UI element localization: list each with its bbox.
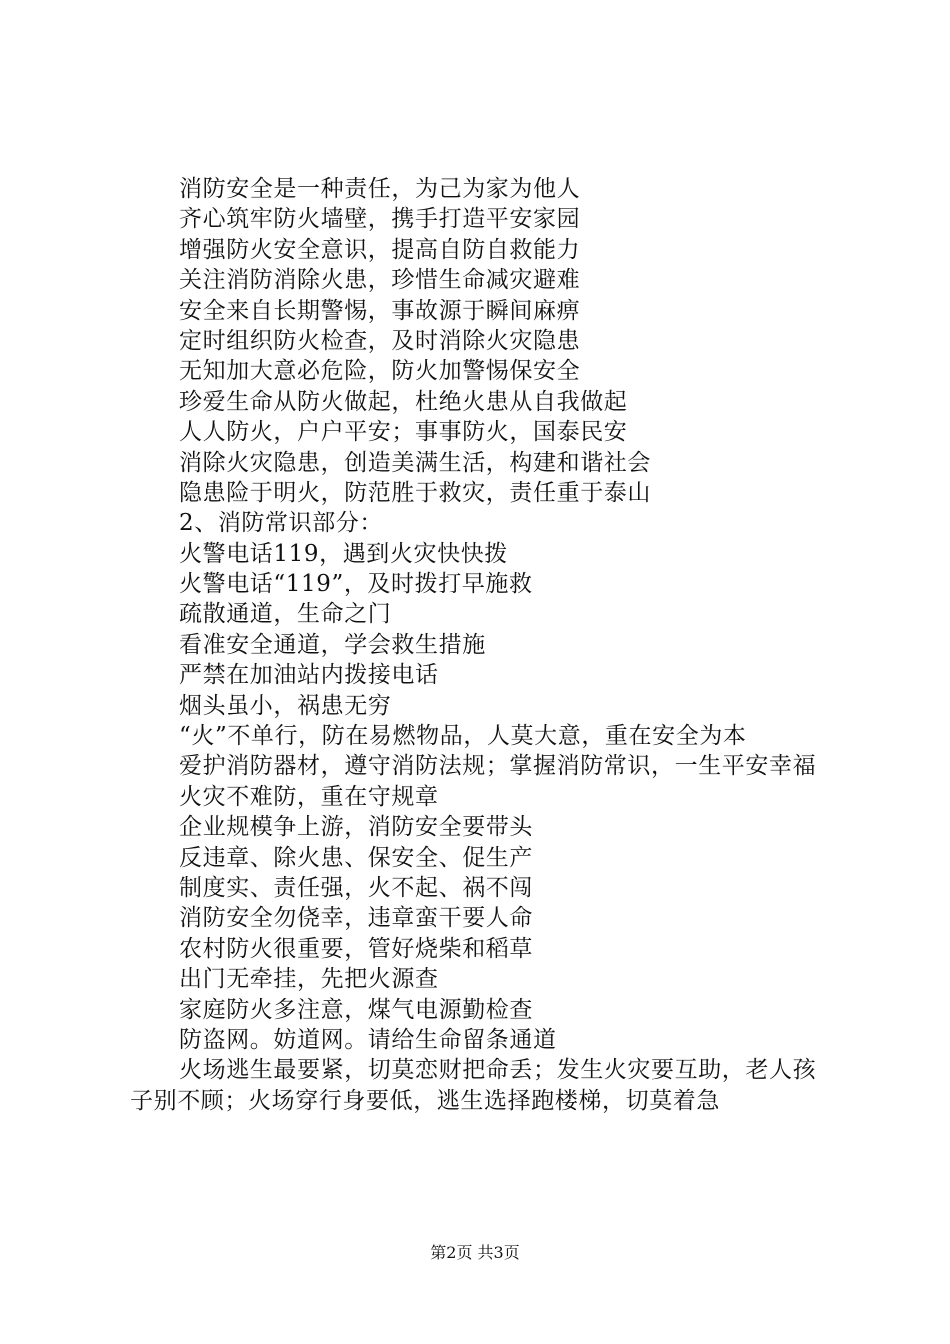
text-line: 看准安全通道，学会救生措施 bbox=[179, 631, 486, 658]
text-line: “火”不单行，防在易燃物品，人莫大意，重在安全为本 bbox=[179, 723, 747, 750]
text-line: 反违章、除火患、保安全、促生产 bbox=[179, 844, 533, 871]
text-line: 企业规模争上游，消防安全要带头 bbox=[179, 814, 533, 841]
text-line: 齐心筑牢防火墙壁，携手打造平安家园 bbox=[179, 206, 581, 233]
text-line: 火警电话119，遇到火灾快快拨 bbox=[179, 540, 508, 567]
text-line: 出门无牵挂，先把火源查 bbox=[179, 966, 439, 993]
text-line: 农村防火很重要，管好烧柴和稻草 bbox=[179, 935, 533, 962]
page-number-footer: 第2页 共3页 bbox=[430, 1243, 520, 1262]
text-line: 安全来自长期警惕，事故源于瞬间麻痹 bbox=[179, 297, 581, 324]
text-line: 火警电话“119”，及时拨打早施救 bbox=[179, 571, 533, 598]
text-line: 珍爱生命从防火做起，杜绝火患从自我做起 bbox=[179, 388, 628, 415]
text-line: 消除火灾隐患，创造美满生活，构建和谐社会 bbox=[179, 449, 651, 476]
text-paragraph: 火场逃生最要紧，切莫恋财把命丢；发生火灾要互助，老人孩子别不顾；火场穿行身要低，逃生选择跑楼梯，切莫着急 bbox=[130, 1057, 817, 1114]
text-line: 无知加大意必危险，防火加警惕保安全 bbox=[179, 358, 581, 385]
text-line: 关注消防消除火患，珍惜生命减灾避难 bbox=[179, 267, 581, 294]
text-line: 严禁在加油站内拨接电话 bbox=[179, 662, 439, 689]
text-paragraph: 爱护消防器材，遵守消防法规；掌握消防常识，一生平安幸福 bbox=[179, 753, 817, 780]
text-line: 消防安全勿侥幸，违章蛮干要人命 bbox=[179, 905, 533, 932]
text-line: 消防安全是一种责任，为己为家为他人 bbox=[179, 176, 581, 202]
section-heading: 2、消防常识部分： bbox=[179, 510, 384, 537]
text-line: 疏散通道，生命之门 bbox=[179, 601, 392, 628]
text-line: 定时组织防火检查，及时消除火灾隐患 bbox=[179, 327, 581, 354]
text-line: 防盗网。妨道网。请给生命留条通道 bbox=[179, 1026, 557, 1053]
document-body bbox=[130, 174, 830, 1116]
text-line: 增强防火安全意识，提高自防自救能力 bbox=[179, 236, 581, 263]
text-line: 烟头虽小，祸患无穷 bbox=[179, 692, 392, 719]
text-line: 人人防火，户户平安；事事防火，国泰民安 bbox=[179, 419, 628, 446]
text-line: 隐患险于明火，防范胜于救灾，责任重于泰山 bbox=[179, 479, 651, 506]
text-line: 制度实、责任强，火不起、祸不闯 bbox=[179, 875, 533, 901]
text-line: 火灾不难防，重在守规章 bbox=[179, 783, 439, 810]
text-line: 家庭防火多注意，煤气电源勤检查 bbox=[179, 996, 533, 1023]
